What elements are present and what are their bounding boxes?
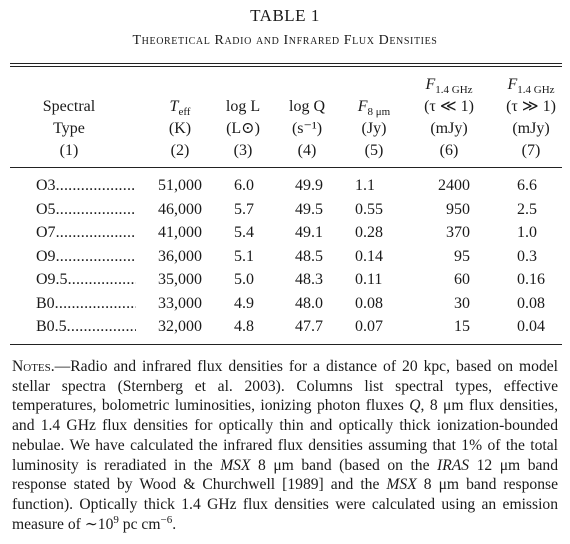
teff-value: 36,000 <box>158 247 202 265</box>
f14-thin-value: 30 <box>454 294 470 312</box>
f14-thin-value: 95 <box>454 247 470 265</box>
table-row <box>0 269 570 291</box>
logQ-value: 49.9 <box>295 177 323 194</box>
bottom-rule <box>10 344 562 345</box>
header-logL: log L (L⊙) (3) <box>225 98 261 159</box>
table-row <box>0 293 570 315</box>
table-row <box>0 222 570 244</box>
logQ-value: 48.0 <box>295 294 323 312</box>
logL-value: 4.9 <box>234 294 254 312</box>
f14-thick-value: 6.6 <box>517 177 537 194</box>
logQ-value: 48.3 <box>295 271 323 288</box>
teff-value: 32,000 <box>158 318 202 335</box>
f8-value: 0.14 <box>355 247 383 265</box>
spectral-type: O5 ..... <box>36 199 136 221</box>
spectral-type: O9.5 ..... <box>36 269 136 291</box>
logL-value: 4.8 <box>234 318 254 335</box>
f14-thick-value: 1.0 <box>517 224 537 241</box>
header-f8: $F_{8 \mu m}$ (Jy) (5) <box>357 98 391 159</box>
table-row <box>0 316 570 338</box>
logQ-value: 48.5 <box>295 247 323 265</box>
spectral-type: O7 ..... <box>36 222 136 244</box>
header-spectral-type: Spectral Type (1) <box>42 98 96 159</box>
header-rule <box>10 167 562 168</box>
f8-value: 0.28 <box>355 224 383 241</box>
teff-value: 41,000 <box>158 224 202 241</box>
logL-value: 5.0 <box>234 271 254 288</box>
f8-value: 0.07 <box>355 318 383 335</box>
f14-thick-value: 2.5 <box>517 200 537 218</box>
f8-value: 1.1 <box>355 177 375 194</box>
logL-value: 6.0 <box>234 177 254 194</box>
spectral-type: O3 ..... <box>36 175 136 197</box>
f14-thick-value: 0.04 <box>517 318 545 335</box>
f14-thick-value: 0.16 <box>517 271 545 288</box>
logQ-value: 49.1 <box>295 224 323 241</box>
logQ-value: 49.5 <box>295 200 323 218</box>
table-row <box>0 246 570 268</box>
header-teff: $T_{eff}$ (K) (2) <box>168 98 192 159</box>
logL-value: 5.7 <box>234 200 254 218</box>
spectral-type: O9 ..... <box>36 246 136 268</box>
logQ-value: 47.7 <box>295 318 323 335</box>
notes-lead: Notes. <box>12 358 55 375</box>
top-rule-double <box>10 66 562 67</box>
table-row <box>0 175 570 197</box>
table-row <box>0 199 570 221</box>
f14-thin-value: 950 <box>446 200 470 218</box>
f14-thin-value: 15 <box>454 318 470 335</box>
spectral-type: B0 ..... <box>36 293 136 315</box>
f8-value: 0.55 <box>355 200 383 218</box>
table-number: TABLE 1 <box>250 6 320 25</box>
f14-thin-value: 60 <box>454 271 470 288</box>
table-caption: Theoretical Radio and Infrared Flux Densities <box>132 33 438 48</box>
f8-value: 0.11 <box>355 271 383 288</box>
header-logQ: log Q (s⁻¹) (4) <box>289 98 325 159</box>
f14-thin-value: 370 <box>446 224 470 241</box>
f14-thick-value: 0.3 <box>517 247 537 265</box>
f14-thin-value: 2400 <box>438 177 470 194</box>
header-f14-thick: $F_{1.4 GHz}$ (τ ≫ 1) (mJy) (7) <box>506 76 556 159</box>
teff-value: 35,000 <box>158 271 202 288</box>
spectral-type: B0.5 ..... <box>36 316 136 338</box>
table-notes: Notes.—Radio and infrared flux densities for a distance of 20 kpc, based on model stellar spectra (Sternberg et al. 2003). Columns list spectral types, effective temperatures, bolometric luminosities, ionizing photon fluxes Q, 8 μm flux densities, and 1.4 GHz flux densities for optically thin and optically thick ionization-bounded nebulae. We have calculated the infrared flux densities assuming that 1% of the total luminosity is reradiated in the MSX 8 μm band (based on the IRAS 12 μm band response stated by Wood & Churchwell [1989] and the MSX 8 μm band response function). Optically thick 1.4 GHz flux densities were calculated using an emission measure of $\sim 10^9$ pc $cm^{-6}$. <box>12 358 559 533</box>
f8-value: 0.08 <box>355 294 383 312</box>
teff-value: 51,000 <box>158 177 202 194</box>
header-f14-thin: $F_{1.4 GHz}$ (τ ≪ 1) (mJy) (6) <box>424 76 474 159</box>
f14-thick-value: 0.08 <box>517 294 545 312</box>
teff-value: 46,000 <box>158 200 202 218</box>
teff-value: 33,000 <box>158 294 202 312</box>
top-rule <box>10 63 562 64</box>
logL-value: 5.1 <box>234 247 254 265</box>
logL-value: 5.4 <box>234 224 254 241</box>
